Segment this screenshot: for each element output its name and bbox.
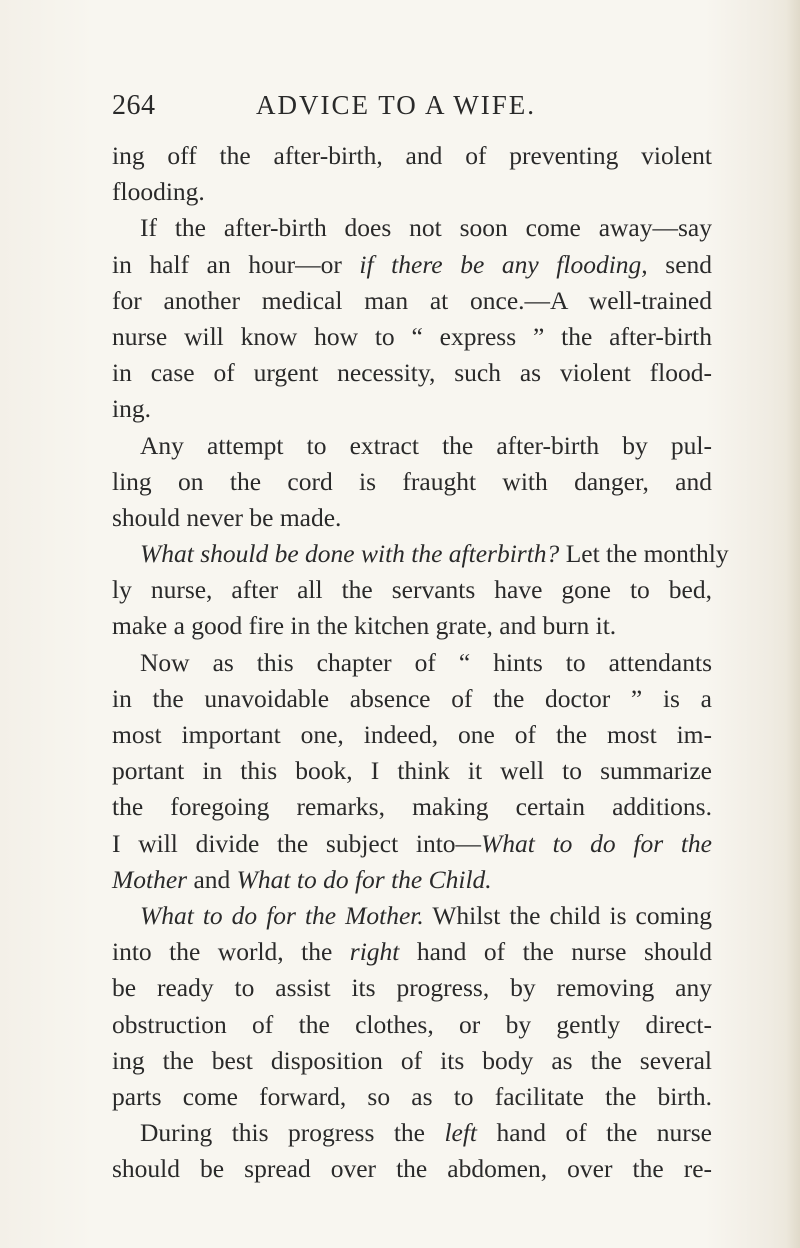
text-segment: portant in this book, I think it well to summarize: [112, 756, 712, 786]
text-segment: hand of the nurse: [477, 1118, 713, 1148]
text-segment: the foregoing remarks, making certain additions.: [112, 792, 712, 822]
text-segment: obstruction of the clothes, or by gently direct-: [112, 1009, 712, 1039]
running-title: ADVICE TO A WIFE.: [256, 90, 537, 120]
text-line: [112, 464, 712, 500]
italic-text-segment: left: [444, 1118, 478, 1148]
text-line: [112, 934, 712, 970]
text-segment: flooding.: [112, 177, 205, 207]
text-segment: should be spread over the abdomen, over the re-: [112, 1154, 712, 1184]
text-segment: for another medical man at once.—A well-trained: [112, 285, 712, 315]
text-segment: If the after-birth does not soon come away—say: [140, 213, 712, 243]
text-line: [112, 428, 712, 464]
text-line: [112, 1043, 712, 1079]
italic-text-segment: What to do for the Mother.: [140, 900, 424, 930]
body-text: [112, 138, 729, 1187]
text-segment: make a good fire in the kitchen grate, and burn it.: [112, 611, 617, 641]
text-line: [112, 210, 712, 246]
italic-text-segment: if there be any flooding,: [359, 249, 648, 279]
text-line: [112, 536, 729, 572]
text-line: [112, 753, 712, 789]
text-line: [112, 355, 712, 391]
text-line: [112, 500, 712, 536]
text-line: [112, 826, 712, 862]
italic-text-segment: Mother: [112, 864, 188, 894]
text-segment: ing.: [112, 394, 151, 424]
text-segment: in case of urgent necessity, such as violent flood-: [112, 358, 712, 388]
text-line: [112, 717, 712, 753]
text-line: [112, 898, 712, 934]
text-line: [112, 391, 712, 427]
text-segment: parts come forward, so as to facilitate the birth.: [112, 1081, 712, 1111]
text-line: [112, 1079, 712, 1115]
text-segment: and: [187, 864, 237, 894]
text-segment: into the world, the: [112, 937, 350, 967]
text-segment: nurse will know how to “ express ” the after-birth: [112, 321, 712, 351]
text-segment: ing the best disposition of its body as the several: [112, 1045, 712, 1075]
text-segment: ly nurse, after all the servants have gone to bed,: [112, 575, 712, 605]
text-line: [112, 247, 712, 283]
text-line: [112, 174, 712, 210]
text-segment: Let the monthly: [559, 539, 729, 569]
text-line: [112, 608, 712, 644]
italic-text-segment: What should be done with the afterbirth?: [140, 539, 560, 569]
text-line: [112, 862, 712, 898]
text-segment: most important one, indeed, one of the most im-: [112, 720, 712, 749]
text-line: [112, 1115, 712, 1151]
italic-text-segment: right: [349, 937, 400, 967]
text-line: [112, 138, 712, 174]
text-segment: I will divide the subject into—: [112, 828, 482, 858]
italic-text-segment: What to do for the Child.: [236, 864, 492, 894]
text-line: [112, 572, 712, 608]
text-line: [112, 789, 712, 825]
text-segment: Any attempt to extract the after-birth by pul-: [140, 430, 712, 460]
text-segment: in half an hour—or: [112, 249, 360, 279]
italic-text-segment: What to do for the: [481, 828, 712, 858]
text-segment: ling on the cord is fraught with danger, and: [112, 466, 712, 496]
text-line: [112, 319, 712, 355]
text-line: [112, 1007, 712, 1043]
text-segment: Now as this chapter of “ hints to attendants: [140, 647, 712, 677]
text-segment: be ready to assist its progress, by removing any: [112, 973, 712, 1003]
page-number: 264: [112, 90, 156, 121]
page-edge-shadow: [786, 0, 800, 1248]
text-line: [112, 283, 712, 319]
text-segment: Whilst the child is coming: [423, 900, 712, 930]
text-segment: hand of the nurse should: [399, 937, 712, 967]
text-line: [112, 1151, 712, 1187]
text-segment: send: [647, 249, 713, 279]
text-segment: should never be made.: [112, 502, 342, 532]
text-segment: in the unavoidable absence of the doctor ” is a: [112, 683, 712, 713]
page-header: [112, 90, 712, 130]
text-segment: During this progress the: [140, 1118, 445, 1148]
text-line: [112, 645, 712, 681]
text-segment: ing off the after-birth, and of preventing violent: [112, 141, 712, 170]
text-line: [112, 681, 712, 717]
text-line: [112, 970, 712, 1006]
